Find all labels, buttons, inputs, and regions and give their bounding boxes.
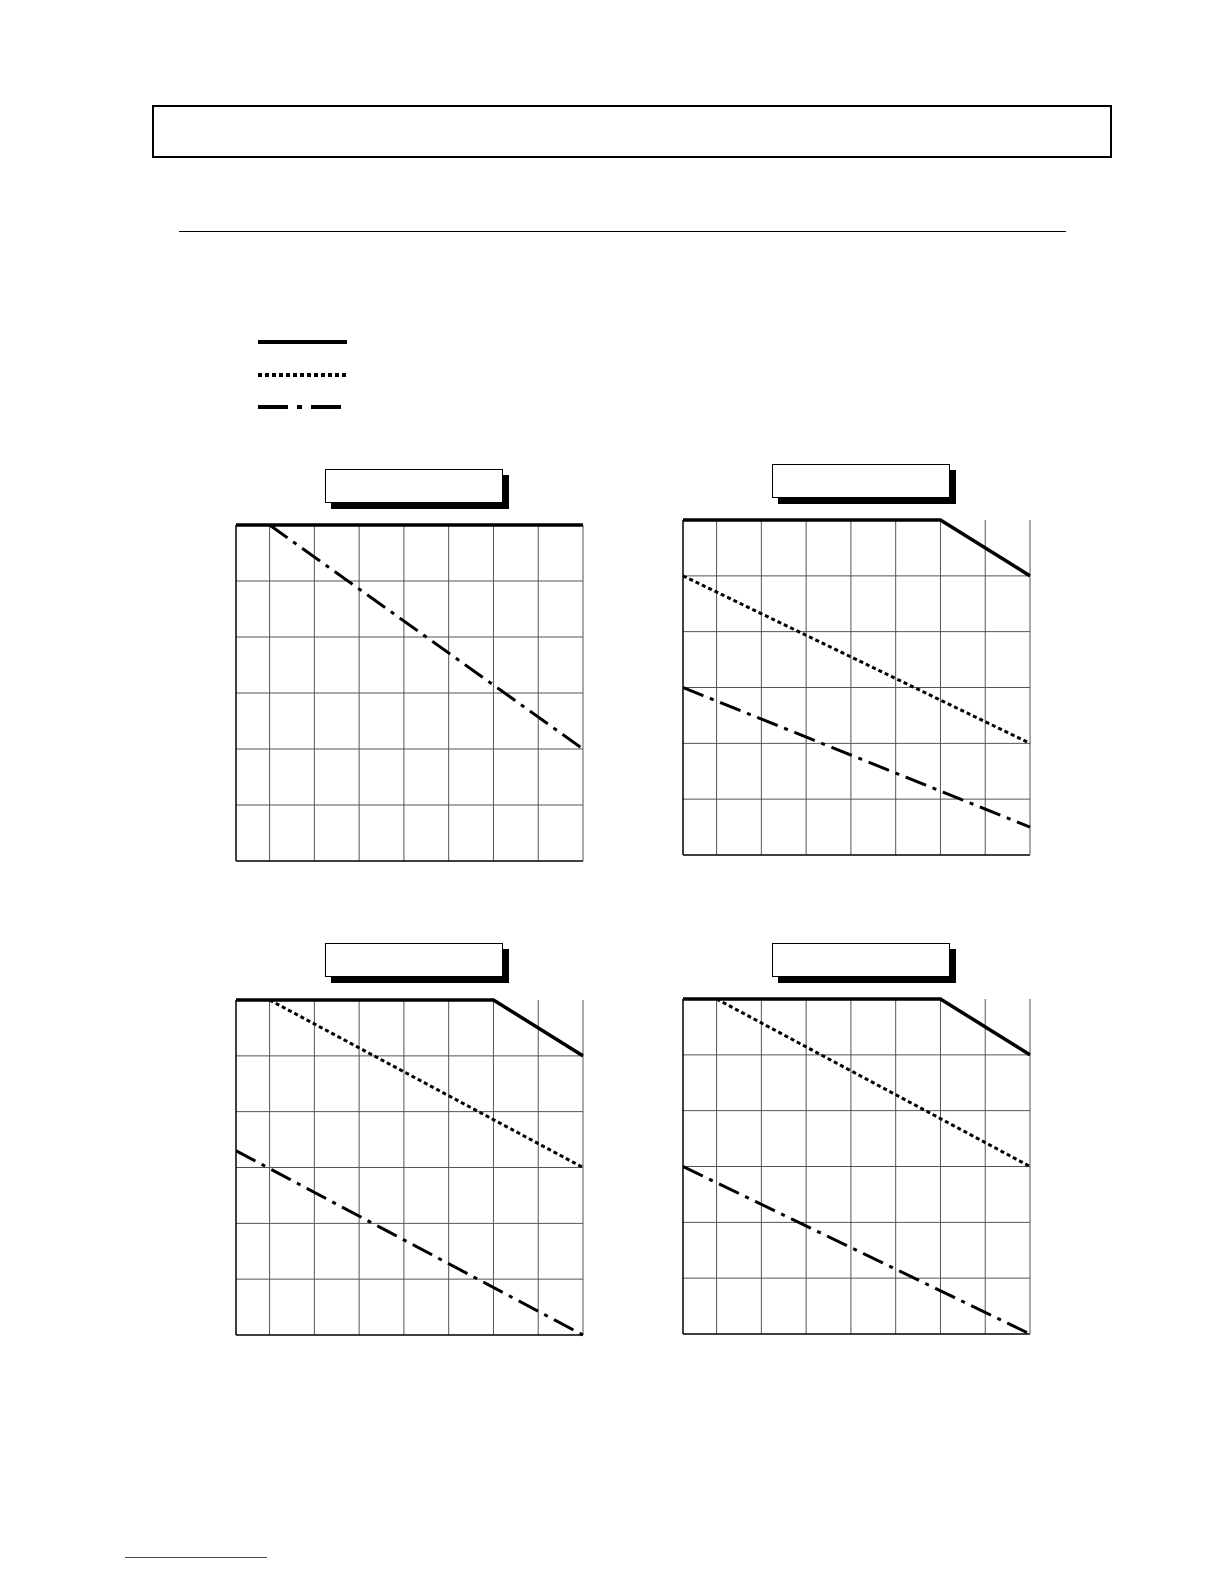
series-line-dash-dot — [683, 688, 1030, 828]
chart-title — [772, 464, 950, 498]
plot-area — [680, 996, 1033, 1337]
chart-title — [325, 469, 503, 503]
footer-link[interactable] — [125, 1557, 267, 1558]
series-line-dotted — [683, 576, 1030, 744]
plot-area — [680, 517, 1033, 858]
chart-title — [772, 943, 950, 977]
series-line-dash-dot — [683, 1167, 1030, 1335]
series-line-solid — [683, 520, 1030, 576]
legend-swatch-solid — [255, 332, 350, 352]
chart-title — [325, 943, 503, 977]
header-box — [152, 105, 1112, 158]
section-divider — [179, 231, 1066, 232]
legend-swatch-dotted — [255, 365, 350, 385]
plot-area — [233, 522, 586, 864]
series-line-solid — [236, 1000, 583, 1056]
legend-swatch-dash-dot — [255, 397, 350, 417]
series-line-solid — [683, 999, 1030, 1055]
series-line-dash-dot — [236, 1151, 583, 1335]
plot-area — [233, 997, 586, 1338]
